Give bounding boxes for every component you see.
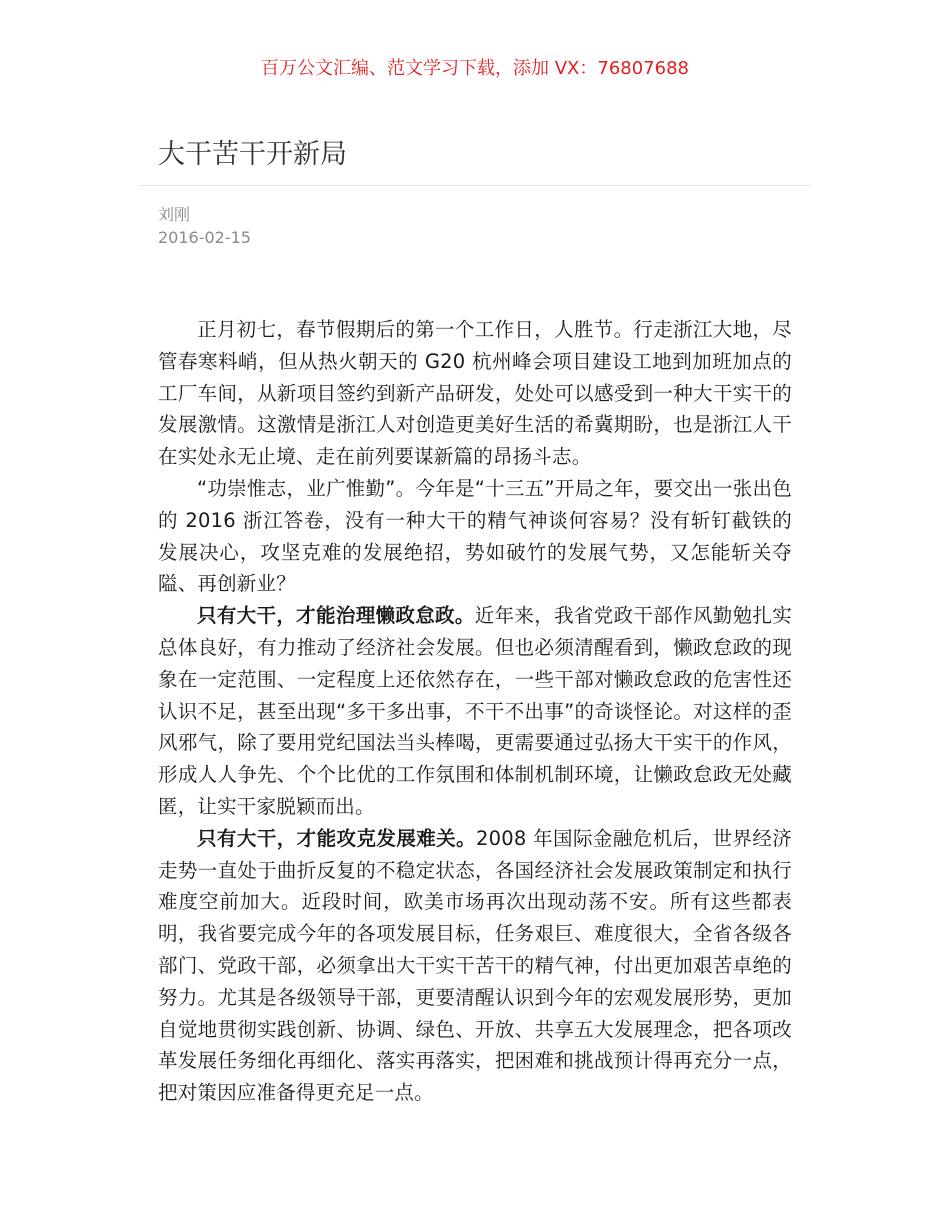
paragraph-3-text: 近年来，我省党政干部作风勤勉扎实总体良好，有力推动了经济社会发展。但也必须清醒看到，懒政怠政的现象在一定范围、一定程度上还依然存在，一些干部对懒政怠政的危害性还认识不足，甚至出现“多干多出事，不干不出事”的奇谈怪论。对这样的歪风邪气，除了要用党纪国法当头棒喝，更需要通过弘扬大干实干的作风，形成人人争先、个个比优的工作氛围和体制机制环境，让懒政怠政无处藏匿，让实干家脱颖而出。 [158,604,792,818]
article-body [158,314,792,1109]
article-date: 2016-02-15 [158,228,251,247]
article-author: 刘刚 [158,205,191,224]
paragraph-4 [158,823,792,1109]
paragraph-4-text: 2008 年国际金融危机后，世界经济走势一直处于曲折反复的不稳定状态，各国经济社会发展政策制定和执行难度空前加大。近段时间，欧美市场再次出现动荡不安。所有这些都表明，我省要完成今年的各项发展目标，任务艰巨、难度很大，全省各级各部门、党政干部，必须拿出大干实干苦干的精气神，付出更加艰苦卓绝的努力。尤其是各级领导干部，更要清醒认识到今年的宏观发展形势，更加自觉地贯彻实践创新、协调、绿色、开放、共享五大发展理念，把各项改革发展任务细化再细化、落实再落实，把困难和挑战预计得再充分一点，把对策因应准备得更充足一点。 [158,826,792,1105]
paragraph-2-text: “功崇惟志，业广惟勤”。今年是“十三五”开局之年，要交出一张出色的 2016 浙江答卷，没有一种大干的精气神谈何容易？没有斩钉截铁的发展决心，攻坚克难的发展绝招，势如破竹的发展气势，又怎能斩关夺隘、再创新业？ [158,476,792,596]
paragraph-3-lead: 只有大干，才能治理懒政怠政。 [197,604,475,628]
title-divider [140,185,810,186]
paragraph-1-text: 正月初七，春节假期后的第一个工作日，人胜节。行走浙江大地，尽管春寒料峭，但从热火朝天的 G20 杭州峰会项目建设工地到加班加点的工厂车间，从新项目签约到新产品研发，处处可以感受到一种大干实干的发展激情。这激情是浙江人对创造更美好生活的希冀期盼，也是浙江人干在实处永无止境、走在前列要谋新篇的昂扬斗志。 [158,318,792,469]
paragraph-2 [158,473,792,600]
paragraph-1 [158,314,792,473]
paragraph-4-lead: 只有大干，才能攻克发展难关。 [197,826,477,850]
article-title: 大干苦干开新局 [158,139,347,170]
promo-banner: 百万公文汇编、范文学习下载，添加 VX：76807688 [261,58,689,79]
paragraph-3 [158,600,792,823]
